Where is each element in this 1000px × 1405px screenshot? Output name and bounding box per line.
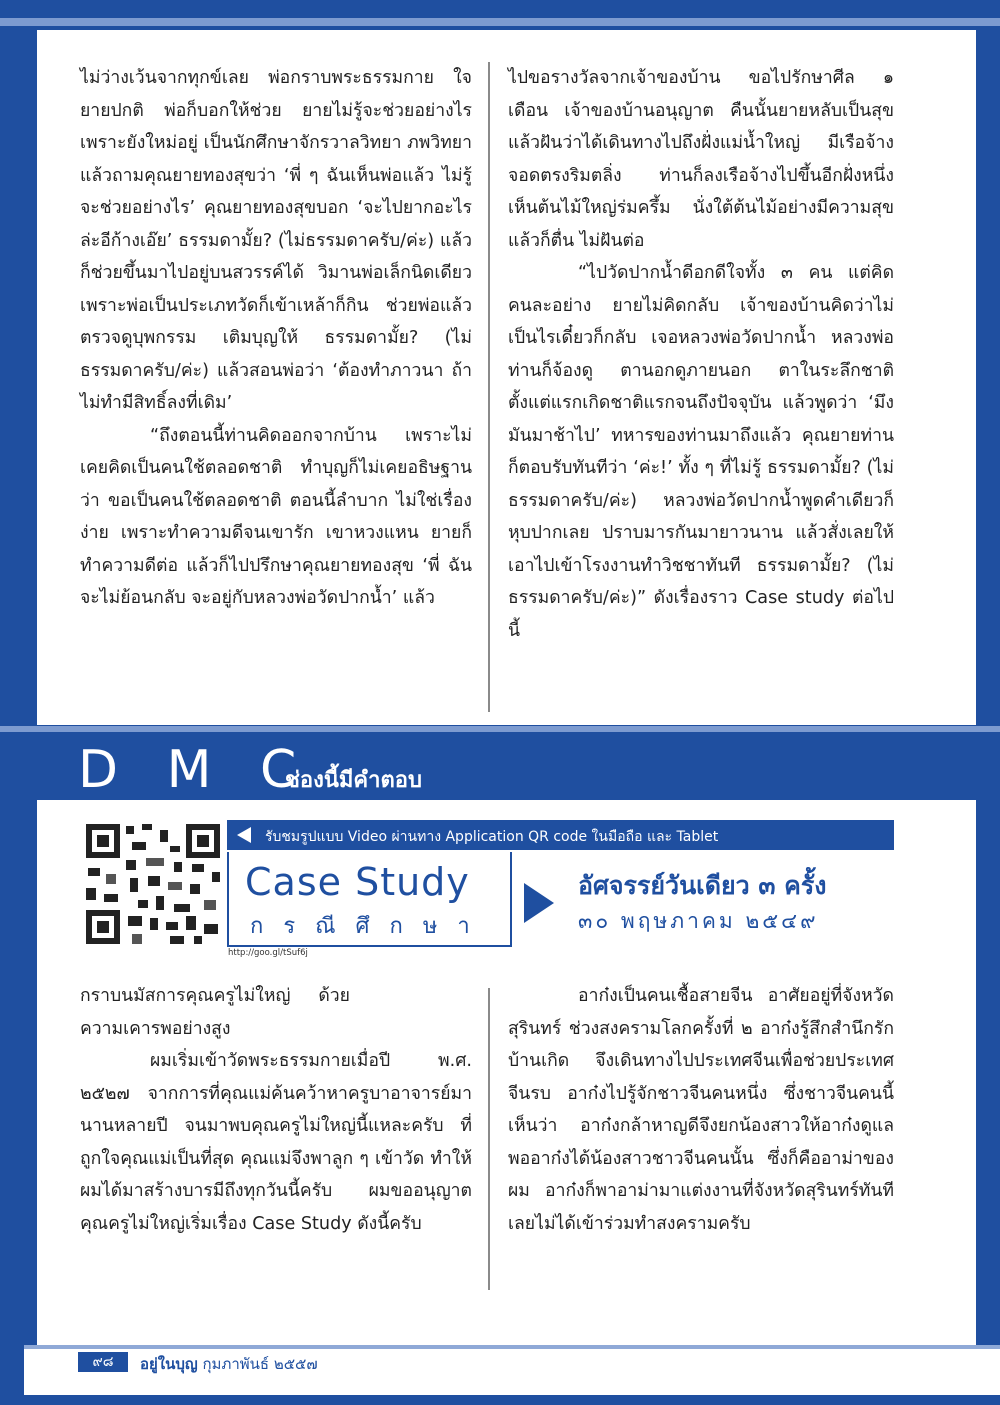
top-left-column [80, 62, 472, 615]
bottom-stripe [0, 1395, 1000, 1405]
paragraph: “ไปวัดปากน้ำดีอกดีใจทั้ง ๓ คน แต่คิดคนละอย่าง ยายไม่คิดกลับ เจ้าของบ้านคิดว่าไม่เป็นไรเดี๋ยวก็กลับ เจอหลวงพ่อวัดปากน้ำ หลวงพ่อท่านก็จ้องดู ตานอกดูภายนอก ตาในระลึกชาติ ตั้งแต่แรกเกิดชาติแรกจนถึงปัจจุบัน แล้วพูดว่า ‘มึงมันมาช้าไป’ ทหารของท่านมาถึงแล้ว คุณยายท่านก็ตอบรับทันทีว่า ‘ค่ะ!’ ทั้ง ๆ ที่ไม่รู้ ธรรมดามั้ย? (ไม่ธรรมดาครับ/ค่ะ) หลวงพ่อวัดปากน้ำพูดคำเดียวก็หุบปากเลย ปราบมารกันมายาวนาน แล้วสั่งเลยให้เอาไปเข้าโรงงานทำวิชชาทันที ธรรมดามั้ย? (ไม่ธรรมดาครับ/ค่ะ)” ดังเรื่องราว Case study ต่อไปนี้ [508, 263, 894, 641]
video-info-text: รับชมรูปแบบ Video ผ่านทาง Application QR code ในมือถือ และ Tablet [265, 829, 719, 845]
top-light-stripe [0, 18, 1000, 26]
paragraph: ผมเริ่มเข้าวัดพระธรรมกายเมื่อปี พ.ศ. ๒๕๒๗ จากการที่คุณแม่ค้นคว้าหาครูบาอาจารย์มานานหลายปี จนมาพบคุณครูไม่ใหญ่นี้แหละครับ ที่ถูกใจคุณแม่เป็นที่สุด คุณแม่จึงพาลูก ๆ เข้าวัด ทำให้ผมได้มาสร้างบารมีถึงทุกวันนี้ครับ ผมขออนุญาตคุณครูไม่ใหญ่เริ่มเรื่อง Case Study ดังนี้ครับ [80, 1051, 472, 1234]
top-right-column [508, 62, 894, 647]
play-icon[interactable] [524, 883, 554, 923]
column-divider [488, 62, 490, 712]
bottom-left-column [80, 980, 472, 1240]
bottom-right-column [508, 980, 894, 1240]
page-number: ๙๘ [78, 1352, 128, 1372]
paragraph: อาก๋งเป็นคนเชื้อสายจีน อาศัยอยู่ที่จังหวัดสุรินทร์ ช่วงสงครามโลกครั้งที่ ๒ อาก๋งรู้สึกสำนึกรักบ้านเกิด จึงเดินทางไปประเทศจีนเพื่อช่วยประเทศจีนรบ อาก๋งไปรู้จักชาวจีนคนหนึ่ง ซึ่งชาวจีนคนนี้เห็นว่า อาก๋งกล้าหาญดีจึงยกน้องสาวให้อาก๋งดูแล พออาก๋งได้น้องสาวชาวจีนคนนั้น ซึ่งก็คืออาม่าของผม อาก๋งก็พาอาม่ามาแต่งงานที่จังหวัดสุรินทร์ทันที เลยไม่ได้เข้าร่วมทำสงครามครับ [508, 986, 894, 1234]
case-study-title: Case Study [245, 860, 470, 904]
video-info-bar [227, 820, 894, 850]
mid-light-stripe [0, 726, 1000, 732]
top-stripe [0, 0, 1000, 14]
qr-url[interactable]: http://goo.gl/tSuf6j [228, 948, 308, 958]
magazine-name: อยู่ในบุญ [140, 1355, 198, 1373]
qr-code[interactable] [82, 820, 224, 948]
paragraph: ไปขอรางวัลจากเจ้าของบ้าน ขอไปรักษาศีล ๑ เดือน เจ้าของบ้านอนุญาต คืนนั้นยายหลับเป็นสุข แล้วฝันว่าได้เดินทางไปถึงฝั่งแม่น้ำใหญ่ มีเรือจ้างจอดตรงริมตลิ่ง ท่านก็ลงเรือจ้างไปขึ้นอีกฝั่งหนึ่ง เห็นต้นไม้ใหญ่ร่มครึ้ม นั่งใต้ต้นไม้อย่างมีความสุขแล้วก็ตื่น ไม่ฝันต่อ [508, 68, 894, 251]
paragraph: “ถึงตอนนี้ท่านคิดออกจากบ้าน เพราะไม่เคยคิดเป็นคนใช้ตลอดชาติ ทำบุญก็ไม่เคยอธิษฐานว่า ขอเป็นคนใช้ตลอดชาติ ตอนนี้ลำบาก ไม่ใช่เรื่องง่าย เพราะทำความดีจนเขารัก เขาหวงแหน ยายก็ทำความดีต่อ แล้วก็ไปปรึกษาคุณยายทองสุข ‘พี่ ฉันจะไม่ย้อนกลับ จะอยู่กับหลวงพ่อวัดปากน้ำ’ แล้ว [80, 425, 472, 608]
play-left-icon [237, 827, 251, 843]
case-study-subtitle: กรณีศึกษา [250, 914, 490, 939]
column-divider [488, 988, 490, 1290]
episode-date: ๓๐ พฤษภาคม ๒๕๔๙ [578, 909, 819, 933]
dmc-title: D M C [78, 740, 313, 800]
paragraph: กราบนมัสการคุณครูไม่ใหญ่ ด้วยความเคารพอย่างสูง [80, 986, 350, 1039]
qr-code-image [82, 820, 224, 948]
dmc-subtitle: ช่องนี้มีคำตอบ [285, 768, 422, 793]
issue-date: กุมภาพันธ์ ๒๕๕๗ [202, 1355, 318, 1373]
footer-text [140, 1352, 318, 1376]
paragraph: ไม่ว่างเว้นจากทุกข์เลย พ่อกราบพระธรรมกาย ใจยายปกติ พ่อก็บอกให้ช่วย ยายไม่รู้จะช่วยอย่างไรเพราะยังใหม่อยู่ เป็นนักศึกษาจักรวาลวิทยา ภพวิทยา แล้วถามคุณยายทองสุขว่า ‘พี่ ๆ ฉันเห็นพ่อแล้ว ไม่รู้จะช่วยอย่างไร’ คุณยายทองสุขบอก ‘จะไปยากอะไรล่ะอีก้างเอ๊ย’ ธรรมดามั้ย? (ไม่ธรรมดาครับ/ค่ะ) แล้วก็ช่วยขึ้นมาไปอยู่บนสวรรค์ได้ วิมานพ่อเล็กนิดเดียว เพราะพ่อเป็นประเภทวัดก็เข้าเหล้าก็กิน ช่วยพ่อแล้วตรวจดูบุพกรรม เติมบุญให้ ธรรมดามั้ย? (ไม่ธรรมดาครับ/ค่ะ) แล้วสอนพ่อว่า ‘ต้องทำภาวนา ถ้าไม่ทำมีสิทธิ์ลงที่เดิม’ [80, 68, 472, 413]
episode-title: อัศจรรย์วันเดียว ๓ ครั้ง [578, 871, 827, 900]
